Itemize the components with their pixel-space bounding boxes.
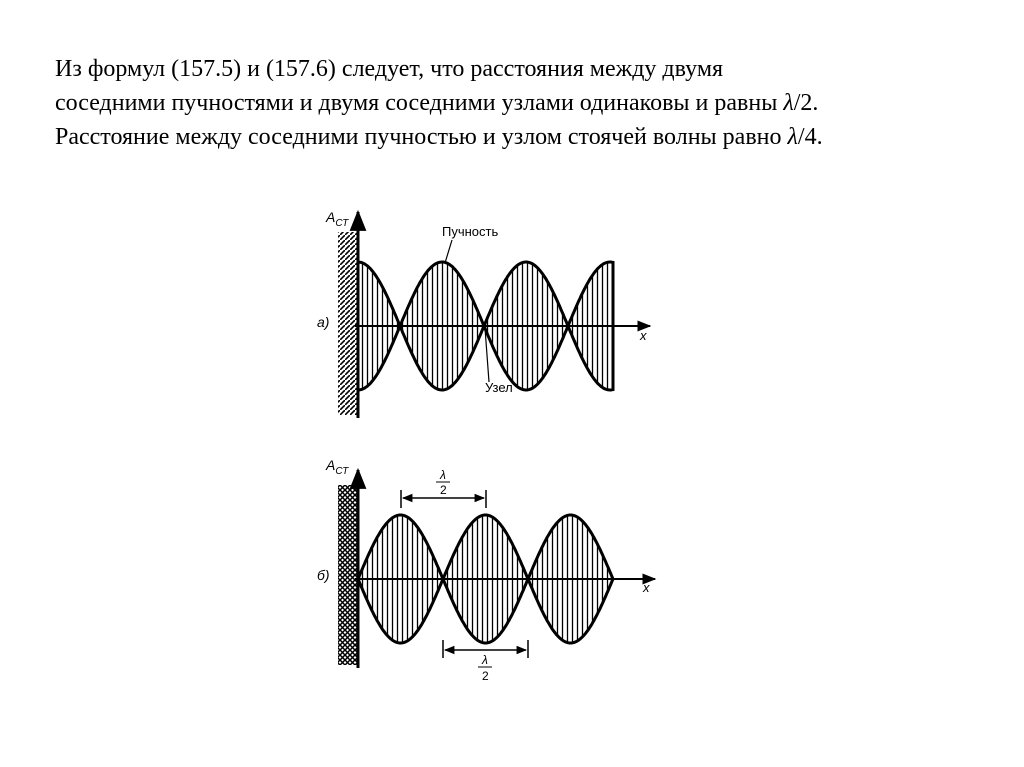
lambda-top-denominator: 2 (440, 483, 447, 497)
antinode-pointer (445, 240, 452, 263)
wall-hatching-b (338, 485, 358, 665)
line-2-text: соседними пучностями и двумя соседними узлами одинаковы и равны (55, 90, 784, 116)
lambda-symbol: λ (783, 90, 794, 116)
wall-hatching-a (338, 232, 358, 415)
lambda-bottom-numerator: λ (482, 653, 488, 667)
line-3-text: Расстояние между соседними пучностью и узлом стоячей волны равно (55, 124, 788, 150)
lambda-top-numerator: λ (440, 468, 446, 482)
y-axis-label-b: $A_{СТ}$ (326, 457, 349, 477)
lambda-symbol: λ (787, 124, 798, 150)
panel-label-b: б) (317, 567, 330, 583)
lambda-bottom-denominator: 2 (482, 669, 489, 683)
line-2-end: /2. (793, 90, 819, 116)
line-3-end: /4. (797, 124, 823, 150)
panel-label-a: а) (317, 314, 330, 330)
diagram-a (317, 209, 650, 418)
x-axis-label-b: x (643, 580, 650, 595)
node-label: Узел (485, 380, 513, 395)
antinode-label: Пучность (442, 224, 499, 239)
y-axis-label-a: $A_{СТ}$ (326, 209, 349, 229)
paragraph-line-1: Из формул (157.5) и (157.6) следует, что расстояния между двумя (55, 56, 724, 82)
x-axis-label-a: x (640, 328, 647, 343)
diagram-b (317, 457, 655, 683)
